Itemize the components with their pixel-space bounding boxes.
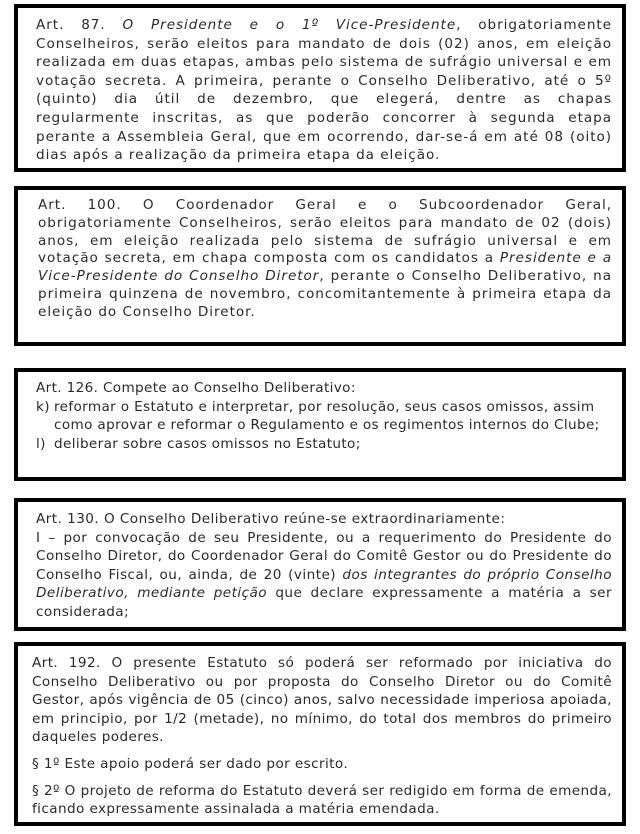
item-text: deliberar sobre casos omissos no Estatuto;	[54, 435, 361, 452]
article-192-box	[14, 642, 626, 826]
article-87-box	[14, 4, 626, 172]
article-130-part2: que declare expressamente a matéria a ser considerada;	[36, 585, 612, 620]
article-130-item-i	[36, 529, 612, 622]
article-100-italic: Presidente e a Vice-Presidente do Conselho Diretor	[38, 250, 612, 285]
article-126-box	[14, 368, 626, 481]
article-126-item-k	[36, 398, 612, 435]
article-100-text	[38, 197, 612, 322]
item-marker: k)	[36, 398, 50, 415]
article-87-body: , obrigatoriamente Conselheiros, serão eleitos para mandato de dois (02) anos, em eleição realizada em duas etapas, ambas pelo sistema de sufrágio universal e em votação secreta. A primeira, perante o Conselho Deliberativo, até o 5º (quinto) dia útil de dezembro, que elegerá, dentre as chapas regularmente inscritas, as que poderão concorrer à segunda etapa perante a Assembleia Geral, que em ocorrendo, dar-se-á em até 08 (oito) dias após a realização da primeira etapa da eleição.	[36, 17, 612, 164]
article-130-heading: Art. 130. O Conselho Deliberativo reúne-se extraordinariamente:	[36, 511, 506, 527]
article-126-heading: Art. 126. Compete ao Conselho Deliberativo:	[36, 380, 356, 396]
article-100-part2: , perante o Conselho Deliberativo, na primeira quinzena de novembro, concomitantemente à primeira etapa da eleição do Conselho Diretor.	[38, 268, 612, 320]
article-130-part1: I – por convocação de seu Presidente, ou a requerimento do Presidente do Conselho Diretor, do Coordenador Geral do Comitê Gestor ou do Presidente do Conselho Fiscal, ou, ainda, de 20 (vinte)	[36, 529, 612, 583]
article-126-item-l	[36, 435, 612, 454]
article-87-subject: O Presidente e o 1º Vice-Presidente	[122, 17, 457, 33]
article-100-part1: Art. 100. O Coordenador Geral e o Subcoordenador Geral, obrigatoriamente Conselheiros, serão eleitos para mandato de 02 (dois) anos, em eleição realizada pelo sistema de sufrágio universal e em votação secreta, em chapa composta com os candidatos a	[38, 197, 612, 267]
article-192-paragraph-2: § 2º O projeto de reforma do Estatuto deverá ser redigido em forma de emenda, ficando expressamente assinalada a matéria emendada.	[32, 782, 612, 818]
article-87-number: Art. 87.	[36, 17, 123, 33]
item-text: reformar o Estatuto e interpretar, por resolução, seus casos omissos, assim como aprovar e reformar o Regulamento e os regimentos internos do Clube;	[54, 398, 600, 434]
article-87-text	[36, 16, 612, 165]
article-192-caput: Art. 192. O presente Estatuto só poderá ser reformado por iniciativa do Conselho Deliberativo ou por proposta do Conselho Diretor ou do Comitê Gestor, após vigência de 05 (cinco) anos, salvo necessidade imperiosa apoiada, em principio, por 1/2 (metade), no mínimo, do total dos membros do primeiro daqueles poderes.	[32, 655, 612, 746]
item-marker: l)	[36, 435, 46, 452]
article-100-box	[14, 186, 626, 346]
article-130-box	[14, 498, 626, 631]
article-130-italic: dos integrantes do próprio Conselho Deliberativo, mediante petição	[36, 566, 612, 602]
article-192-paragraph-1: § 1º Este apoio poderá ser dado por escrito.	[32, 755, 349, 772]
